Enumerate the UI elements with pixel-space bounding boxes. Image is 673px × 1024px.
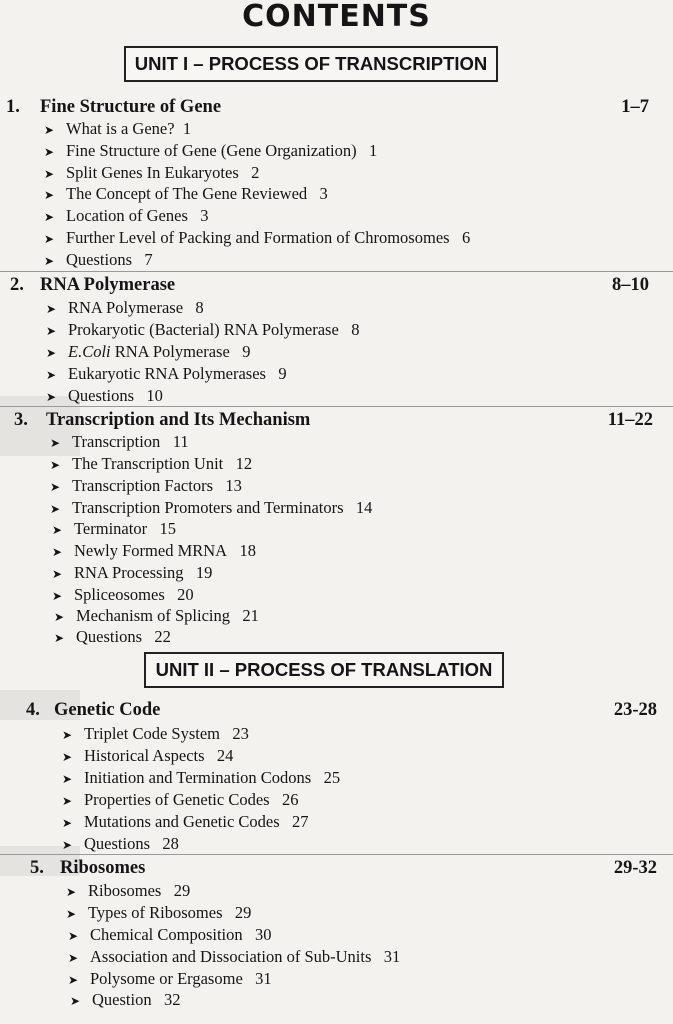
entry-page: 1 bbox=[369, 141, 378, 160]
entry-title: Historical Aspects bbox=[84, 746, 205, 765]
toc-entry[interactable] bbox=[66, 902, 251, 923]
entry-page: 7 bbox=[144, 250, 153, 269]
toc-entry[interactable] bbox=[68, 946, 400, 967]
page-title: CONTENTS bbox=[242, 0, 431, 34]
toc-entry[interactable] bbox=[52, 518, 176, 539]
arrow-bullet-icon: ➤ bbox=[44, 188, 55, 202]
toc-entry[interactable] bbox=[62, 723, 249, 744]
entry-title: Newly Formed MRNA bbox=[74, 541, 228, 560]
entry-title: Questions bbox=[76, 627, 142, 646]
entry-title: Transcription Promoters and Terminators bbox=[72, 498, 344, 517]
chapter-heading[interactable] bbox=[0, 857, 673, 879]
entry-page: 9 bbox=[242, 342, 251, 361]
entry-page: 8 bbox=[195, 298, 204, 317]
toc-entry[interactable] bbox=[44, 205, 209, 226]
arrow-bullet-icon: ➤ bbox=[52, 523, 63, 537]
entry-page: 24 bbox=[216, 746, 234, 765]
entry-title: The Concept of The Gene Reviewed bbox=[66, 184, 308, 203]
arrow-bullet-icon: ➤ bbox=[50, 502, 61, 516]
arrow-bullet-icon: ➤ bbox=[44, 145, 55, 159]
entry-page: 20 bbox=[177, 585, 194, 604]
entry-page: 31 bbox=[383, 947, 401, 966]
section-divider bbox=[0, 406, 673, 407]
entry-page: 31 bbox=[255, 969, 272, 988]
toc-entry[interactable] bbox=[62, 789, 298, 810]
chapter-title: Fine Structure of Gene bbox=[40, 97, 222, 117]
arrow-bullet-icon: ➤ bbox=[46, 302, 57, 316]
chapter-heading[interactable] bbox=[0, 409, 673, 431]
entry-title: Chemical Composition bbox=[90, 925, 243, 944]
chapter-heading[interactable] bbox=[0, 96, 673, 118]
entry-page: 22 bbox=[154, 627, 171, 646]
entry-page: 9 bbox=[278, 364, 287, 383]
entry-page: 26 bbox=[281, 790, 299, 809]
chapter-number: 5. bbox=[30, 858, 44, 878]
entry-page: 21 bbox=[242, 606, 259, 625]
toc-entry[interactable] bbox=[54, 605, 259, 626]
entry-title: RNA Polymerase bbox=[114, 342, 230, 361]
chapter-pages: 29-32 bbox=[613, 858, 657, 878]
entry-title: Ribosomes bbox=[88, 881, 162, 900]
entry-title: What is a Gene? bbox=[66, 119, 175, 138]
entry-title: The Transcription Unit bbox=[72, 454, 224, 473]
arrow-bullet-icon: ➤ bbox=[68, 973, 79, 987]
toc-entry[interactable] bbox=[68, 924, 272, 945]
arrow-bullet-icon: ➤ bbox=[52, 589, 63, 603]
entry-title: Initiation and Termination Codons bbox=[84, 768, 312, 787]
entry-title: Terminator bbox=[74, 519, 148, 538]
entry-title: Polysome or Ergasome bbox=[90, 969, 243, 988]
entry-page: 15 bbox=[159, 519, 176, 538]
entry-title: Properties of Genetic Codes bbox=[84, 790, 270, 809]
arrow-bullet-icon: ➤ bbox=[44, 123, 55, 137]
entry-page: 28 bbox=[162, 834, 179, 853]
toc-entry[interactable] bbox=[62, 833, 179, 854]
chapter-title: RNA Polymerase bbox=[40, 275, 176, 295]
arrow-bullet-icon: ➤ bbox=[62, 728, 73, 742]
entry-page: 11 bbox=[172, 432, 189, 451]
arrow-bullet-icon: ➤ bbox=[62, 816, 73, 830]
arrow-bullet-icon: ➤ bbox=[62, 794, 73, 808]
entry-title: Mechanism of Splicing bbox=[76, 606, 230, 625]
entry-page: 10 bbox=[146, 386, 163, 405]
arrow-bullet-icon: ➤ bbox=[54, 631, 65, 645]
entry-title-italic: E.Coli bbox=[68, 342, 111, 361]
toc-entry[interactable] bbox=[70, 989, 180, 1010]
arrow-bullet-icon: ➤ bbox=[44, 210, 55, 224]
entry-page: 1 bbox=[182, 119, 192, 138]
arrow-bullet-icon: ➤ bbox=[50, 436, 61, 450]
entry-title: Split Genes In Eukaryotes bbox=[66, 163, 239, 182]
toc-entry[interactable] bbox=[66, 880, 190, 901]
toc-entry[interactable] bbox=[44, 140, 377, 161]
entry-title: Types of Ribosomes bbox=[88, 903, 223, 922]
arrow-bullet-icon: ➤ bbox=[62, 772, 73, 786]
entry-page: 32 bbox=[163, 990, 181, 1009]
unit-heading: UNIT I – PROCESS OF TRANSCRIPTION bbox=[124, 46, 498, 82]
entry-title: Location of Genes bbox=[66, 206, 188, 225]
toc-entry[interactable] bbox=[44, 183, 328, 204]
entry-title: Spliceosomes bbox=[74, 585, 165, 604]
entry-page: 29 bbox=[234, 903, 252, 922]
chapter-number: 3. bbox=[14, 410, 28, 430]
arrow-bullet-icon: ➤ bbox=[46, 368, 57, 382]
toc-entry[interactable] bbox=[46, 297, 204, 318]
chapter-pages: 8–10 bbox=[612, 275, 649, 295]
entry-title: Association and Dissociation of Sub-Units bbox=[90, 947, 372, 966]
toc-entry[interactable] bbox=[54, 626, 171, 647]
arrow-bullet-icon: ➤ bbox=[44, 254, 55, 268]
toc-entry[interactable] bbox=[68, 968, 272, 989]
chapter-number: 4. bbox=[26, 700, 40, 720]
arrow-bullet-icon: ➤ bbox=[44, 232, 55, 246]
toc-entry[interactable] bbox=[44, 162, 259, 183]
entry-page: 25 bbox=[323, 768, 341, 787]
chapter-number: 1. bbox=[6, 97, 20, 117]
entry-page: 12 bbox=[235, 454, 253, 473]
arrow-bullet-icon: ➤ bbox=[68, 929, 79, 943]
entry-page: 2 bbox=[251, 163, 260, 182]
entry-title: RNA Processing bbox=[74, 563, 184, 582]
toc-entry[interactable] bbox=[62, 767, 340, 788]
toc-entry[interactable] bbox=[50, 453, 252, 474]
toc-entry[interactable] bbox=[50, 475, 242, 496]
chapter-pages: 23-28 bbox=[613, 700, 657, 720]
entry-title: RNA Polymerase bbox=[68, 298, 184, 317]
chapter-title: Genetic Code bbox=[54, 700, 161, 720]
chapter-number: 2. bbox=[10, 275, 24, 295]
chapter-pages: 1–7 bbox=[621, 97, 649, 117]
toc-entry[interactable] bbox=[46, 341, 250, 362]
entry-title: Transcription Factors bbox=[72, 476, 214, 495]
arrow-bullet-icon: ➤ bbox=[62, 838, 73, 852]
toc-entry[interactable] bbox=[44, 249, 153, 270]
entry-page: 13 bbox=[225, 476, 242, 495]
arrow-bullet-icon: ➤ bbox=[54, 610, 65, 624]
entry-title: Questions bbox=[66, 250, 132, 269]
arrow-bullet-icon: ➤ bbox=[66, 907, 77, 921]
chapter-title: Transcription and Its Mechanism bbox=[46, 410, 311, 430]
entry-page: 8 bbox=[351, 320, 360, 339]
entry-page: 30 bbox=[255, 925, 272, 944]
entry-title: Question bbox=[92, 990, 152, 1009]
toc-entry[interactable] bbox=[50, 431, 189, 452]
arrow-bullet-icon: ➤ bbox=[50, 458, 61, 472]
toc-entry[interactable] bbox=[50, 497, 372, 518]
toc-entry[interactable] bbox=[46, 385, 163, 406]
toc-entry[interactable] bbox=[44, 118, 191, 139]
entry-page: 27 bbox=[292, 812, 309, 831]
entry-page: 29 bbox=[173, 881, 191, 900]
toc-entry[interactable] bbox=[46, 363, 287, 384]
arrow-bullet-icon: ➤ bbox=[46, 346, 57, 360]
arrow-bullet-icon: ➤ bbox=[44, 167, 55, 181]
section-divider bbox=[0, 271, 673, 272]
unit-heading: UNIT II – PROCESS OF TRANSLATION bbox=[144, 652, 504, 688]
entry-title: Questions bbox=[68, 386, 134, 405]
toc-entry[interactable] bbox=[46, 319, 359, 340]
entry-title: Fine Structure of Gene (Gene Organization) bbox=[66, 141, 357, 160]
toc-entry[interactable] bbox=[52, 584, 194, 605]
entry-page: 3 bbox=[319, 184, 328, 203]
chapter-heading[interactable] bbox=[0, 274, 673, 296]
entry-title: Further Level of Packing and Formation of Chromosomes bbox=[66, 228, 450, 247]
toc-entry[interactable] bbox=[52, 540, 256, 561]
arrow-bullet-icon: ➤ bbox=[70, 994, 81, 1008]
entry-title: Transcription bbox=[72, 432, 161, 451]
entry-page: 19 bbox=[195, 563, 213, 582]
arrow-bullet-icon: ➤ bbox=[46, 324, 57, 338]
chapter-heading[interactable] bbox=[0, 699, 673, 721]
toc-entry[interactable] bbox=[62, 745, 233, 766]
arrow-bullet-icon: ➤ bbox=[68, 951, 79, 965]
arrow-bullet-icon: ➤ bbox=[50, 480, 61, 494]
toc-entry[interactable] bbox=[44, 227, 470, 248]
entry-page: 14 bbox=[355, 498, 373, 517]
entry-title: Questions bbox=[84, 834, 150, 853]
entry-title: Eukaryotic RNA Polymerases bbox=[68, 364, 266, 383]
entry-title: Triplet Code System bbox=[84, 724, 220, 743]
chapter-title: Ribosomes bbox=[60, 858, 146, 878]
arrow-bullet-icon: ➤ bbox=[52, 545, 63, 559]
entry-title: Mutations and Genetic Codes bbox=[84, 812, 280, 831]
arrow-bullet-icon: ➤ bbox=[66, 885, 77, 899]
chapter-pages: 11–22 bbox=[607, 410, 653, 430]
toc-entry[interactable] bbox=[52, 562, 212, 583]
entry-page: 6 bbox=[461, 228, 471, 247]
arrow-bullet-icon: ➤ bbox=[62, 750, 73, 764]
arrow-bullet-icon: ➤ bbox=[46, 390, 57, 404]
entry-page: 3 bbox=[200, 206, 209, 225]
entry-title: Prokaryotic (Bacterial) RNA Polymerase bbox=[68, 320, 339, 339]
toc-entry[interactable] bbox=[62, 811, 309, 832]
section-divider bbox=[0, 854, 673, 855]
entry-page: 23 bbox=[232, 724, 249, 743]
entry-page: 18 bbox=[239, 541, 256, 560]
arrow-bullet-icon: ➤ bbox=[52, 567, 63, 581]
